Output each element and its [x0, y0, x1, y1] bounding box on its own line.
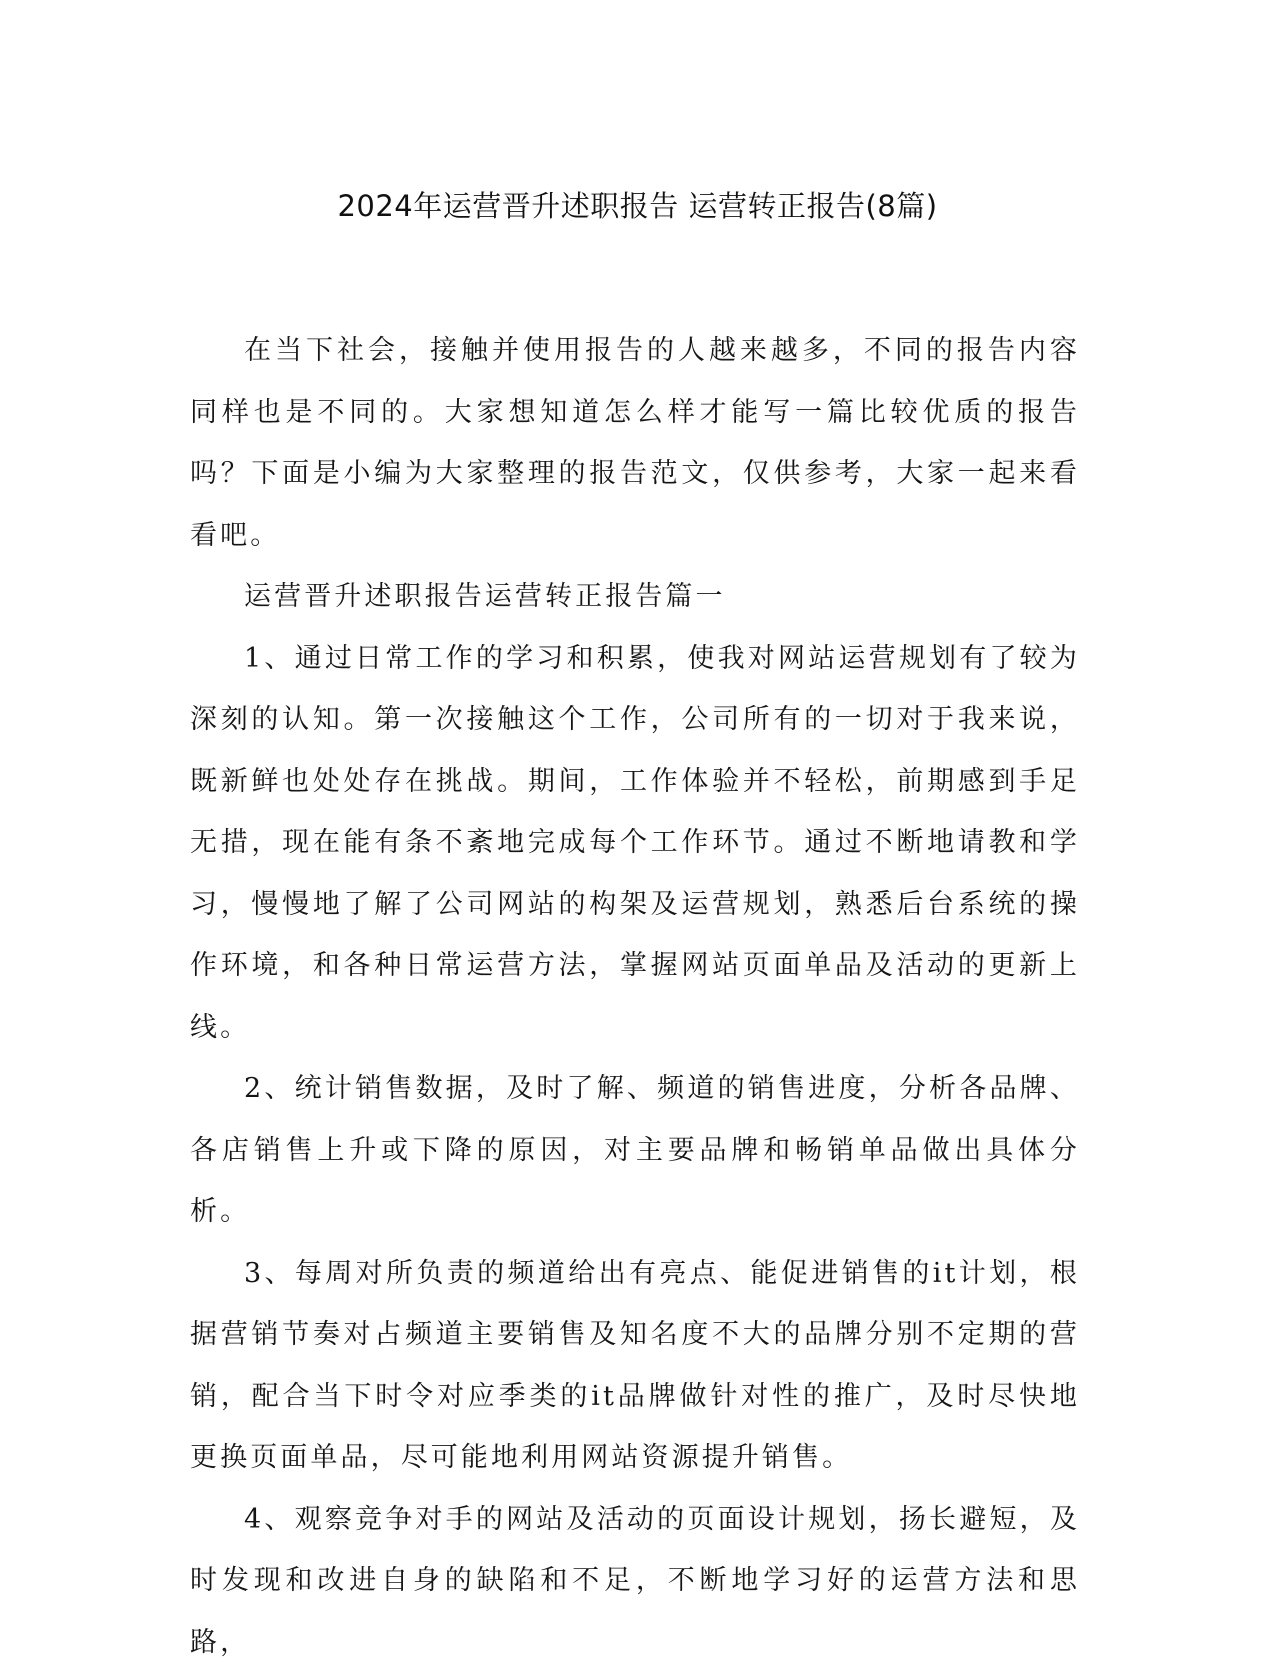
document-body	[190, 320, 1080, 1673]
section-heading: 运营晋升述职报告运营转正报告篇一	[190, 566, 1080, 628]
paragraph-item-4: 4、观察竞争对手的网站及活动的页面设计规划，扬长避短，及时发现和改进自身的缺陷和不足，不断地学习好的运营方法和思路，	[190, 1489, 1080, 1673]
document-title: 2024年运营晋升述职报告 运营转正报告(8篇)	[0, 186, 1275, 226]
paragraph-intro: 在当下社会，接触并使用报告的人越来越多，不同的报告内容同样也是不同的。大家想知道怎么样才能写一篇比较优质的报告吗？下面是小编为大家整理的报告范文，仅供参考，大家一起来看看吧。	[190, 320, 1080, 566]
paragraph-item-1: 1、通过日常工作的学习和积累，使我对网站运营规划有了较为深刻的认知。第一次接触这个工作，公司所有的一切对于我来说，既新鲜也处处存在挑战。期间，工作体验并不轻松，前期感到手足无措，现在能有条不紊地完成每个工作环节。通过不断地请教和学习，慢慢地了解了公司网站的构架及运营规划，熟悉后台系统的操作环境，和各种日常运营方法，掌握网站页面单品及活动的更新上线。	[190, 628, 1080, 1059]
paragraph-item-2: 2、统计销售数据，及时了解、频道的销售进度，分析各品牌、各店销售上升或下降的原因，对主要品牌和畅销单品做出具体分析。	[190, 1058, 1080, 1243]
paragraph-item-3: 3、每周对所负责的频道给出有亮点、能促进销售的it计划，根据营销节奏对占频道主要销售及知名度不大的品牌分别不定期的营销，配合当下时令对应季类的it品牌做针对性的推广，及时尽快地更换页面单品，尽可能地利用网站资源提升销售。	[190, 1243, 1080, 1489]
